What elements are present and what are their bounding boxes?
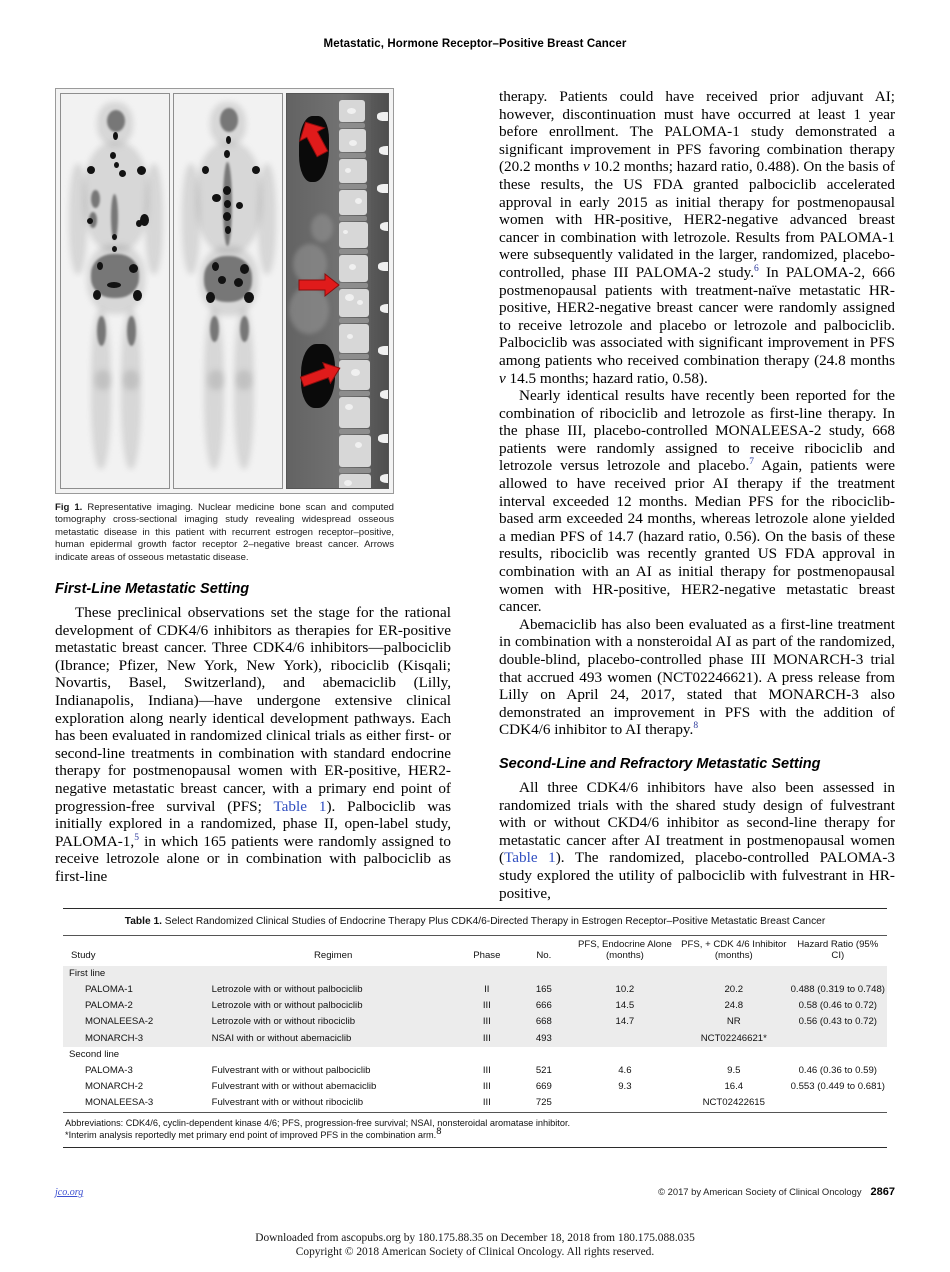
right-paragraph-3 [499,616,895,739]
table-footnote [65,1125,885,1141]
table-row [63,982,887,998]
ct-sagittal-spine-panel [286,93,389,489]
cell-hazard-ratio [789,1031,887,1047]
figure-1 [55,88,394,564]
bone-scan-anterior-panel [60,93,170,489]
versus-italic-1: v [583,158,590,176]
cell-phase: III [457,1031,517,1047]
cell-regimen: Letrozole with or without ribociclib [210,1014,457,1030]
cell-regimen: Fulvestrant with or without ribociclib [210,1095,457,1111]
cell-no: 521 [517,1063,571,1079]
figure-label: Fig 1. [55,502,83,513]
cell-study: PALOMA-3 [63,1063,210,1079]
right-paragraph-1-part-c: In PALOMA-2, 666 postmenopausal patients with treatment-naïve metastatic HR-positive, HER2-negative breast cancer were randomly assigned to receive letrozole and placebo or letrozole and palbociclib. Palbociclib was associated with significant improvement in PFS among patients who received combination therapy (24.8 months [499,263,895,369]
page-footer [55,1186,895,1198]
column-header-phase: Phase [473,950,501,962]
cell-regimen: Fulvestrant with or without palbociclib [210,1063,457,1079]
table-1-title-text: Select Randomized Clinical Studies of Endocrine Therapy Plus CDK4/6-Directed Therapy in Estrogen Receptor–Positive Metastatic Breast Cancer [161,916,826,927]
page-number: 2867 [870,1186,895,1198]
reference-8[interactable]: 8 [693,721,699,732]
cell-pfs-endocrine-alone [571,1095,679,1111]
cell-hazard-ratio: 0.56 (0.43 to 0.72) [789,1014,887,1030]
table-group-row [63,966,887,982]
cell-regimen: Letrozole with or without palbociclib [210,982,457,998]
cell-study: MONARCH-2 [63,1079,210,1095]
cell-phase: III [457,1095,517,1111]
cell-no: 669 [517,1079,571,1095]
right-paragraph-2-part-a: Nearly identical results have recently been reported for the combination of ribociclib and letrozole as first-line therapy. In the phase III, placebo-controlled MONALEESA-2 study, 668 patients were randomly assigned to receive ribociclib and letrozole versus letrozole and placebo. [499,387,895,475]
footnote-reference-8[interactable]: 8 [436,1125,442,1137]
cell-no: 725 [517,1095,571,1111]
column-header-hazard-ratio: Hazard Ratio (95% CI) [797,939,879,962]
left-column [55,88,451,886]
cell-pfs-endocrine-alone: 14.5 [571,998,679,1014]
cell-hazard-ratio: 0.553 (0.449 to 0.681) [789,1079,887,1095]
right-paragraph-1 [499,88,895,387]
cell-study: PALOMA-2 [63,998,210,1014]
cell-hazard-ratio: 0.46 (0.36 to 0.59) [789,1063,887,1079]
cell-study: MONALEESA-3 [63,1095,210,1111]
cell-regimen: NSAI with or without abemaciclib [210,1031,457,1047]
right-paragraph-3-part-a: Abemaciclib has also been evaluated as a first-line treatment in combination with a nonsteroidal AI as part of the randomized, double-blind, placebo-controlled phase III MONARCH-3 trial that accrued 493 women (NCT02246621). A press release from Lilly on April 24, 2017, stated that MONARCH-3 also demonstrated an improvement in PFS with the addition of CDK4/6 inhibitor to AI therapy. [499,615,895,739]
cell-study: MONARCH-3 [63,1031,210,1047]
table-row [63,1063,887,1079]
left-paragraph-1-part-c: in which 165 patients were randomly assigned to receive letrozole alone or in combination with palbociclib as first-line [55,832,451,885]
right-paragraph-1-part-a: therapy. Patients could have received prior adjuvant AI; however, discontinuation must have occurred at least 1 year before enrollment. The PALOMA-1 study demonstrated a significant improvement in PFS favoring combination therapy (20.2 months [499,88,895,176]
cell-pfs-cdk-inhibitor: 20.2 [679,982,789,998]
right-paragraph-2-part-b: Again, patients were allowed to have received prior AI therapy if the treatment interval exceeded 12 months. Median PFS for the ribociclib-based arm exceeded 24 months, whereas letrozole alone yielded a median PFS of 14.7 (hazard ratio, 0.56). On the basis of these results, ribociclib was recently granted US FDA approval in combination with an AI as initial therapy for postmenopausal women with HR-positive, HER2-negative metastatic breast cancer. [499,457,895,616]
reference-5[interactable]: 5 [134,832,139,843]
reference-7[interactable]: 7 [749,457,754,468]
right-paragraph-1-part-d: 14.5 months; hazard ratio, 0.58). [505,369,708,387]
table-row [63,1095,887,1111]
table-bottom-rule [63,1147,887,1148]
table-1-label: Table 1. [124,916,162,927]
jco-org-link[interactable]: jco.org [55,1187,84,1198]
table-1-title [63,909,887,935]
table-1 [63,936,887,1112]
cell-pfs-cdk-inhibitor: NCT02422615 [679,1095,789,1111]
table-row [63,1014,887,1030]
cell-pfs-endocrine-alone [571,1031,679,1047]
table-1-body [63,966,887,1112]
cell-pfs-cdk-inhibitor: NR [679,1014,789,1030]
cell-hazard-ratio: 0.58 (0.46 to 0.72) [789,998,887,1014]
column-header-pfs-cdk-inhibitor: PFS, + CDK 4/6 Inhibitor (months) [681,939,787,962]
right-paragraph-4-part-a: All three CDK4/6 inhibitors have also been assessed in randomized trials with the shared study design of fulvestrant with or without CKD4/6 inhibitor as second-line therapy for metastatic cancer after AI treatment in postmenopausal women ( [499,778,895,867]
column-header-study: Study [71,950,96,962]
right-paragraph-4 [499,779,895,902]
figure-caption [55,502,394,564]
cell-pfs-cdk-inhibitor: NCT02246621* [679,1031,789,1047]
cell-pfs-endocrine-alone: 14.7 [571,1014,679,1030]
table-row [63,1079,887,1095]
table-header-row [63,936,887,966]
download-stamp [0,1232,950,1259]
table-row [63,1031,887,1047]
cell-pfs-cdk-inhibitor: 16.4 [679,1079,789,1095]
footer-right [658,1186,895,1198]
figure-caption-text: Representative imaging. Nuclear medicine bone scan and computed tomography cross-sectional imaging study revealing widespread osseous metastatic disease in this patient with recurrent estrogen receptor–positive, human epidermal growth factor receptor 2–negative breast cancer. Arrows indicate areas of osseous metastatic disease. [55,502,395,563]
arrow-right-icon-1 [297,272,341,298]
cell-pfs-endocrine-alone: 10.2 [571,982,679,998]
cell-hazard-ratio: 0.488 (0.319 to 0.748) [789,982,887,998]
table-abbreviations: Abbreviations: CDK4/6, cyclin-dependent kinase 4/6; PFS, progression-free survival; NSAI, nonsteroidal aromatase inhibitor. [65,1117,571,1128]
versus-italic-2: v [499,369,506,387]
arrow-up-icon [297,118,331,158]
download-line-2: Copyright © 2018 American Society of Clinical Oncology. All rights reserved. [295,1245,655,1258]
cell-regimen: Fulvestrant with or without abemaciclib [210,1079,457,1095]
right-paragraph-2 [499,387,895,616]
bone-scan-posterior-panel [173,93,283,489]
cell-no: 493 [517,1031,571,1047]
column-header-no: No. [536,950,552,962]
table-1-block [63,908,887,1148]
table-1-link-right[interactable]: Table 1 [504,849,556,867]
cell-phase: II [457,982,517,998]
figure-image-frame [55,88,394,494]
running-head: Metastatic, Hormone Receptor–Positive Breast Cancer [323,38,627,50]
table-1-notes [63,1113,887,1147]
right-column [499,88,895,902]
table-row [63,998,887,1014]
table-footnote-text: *Interim analysis reportedly met primary end point of improved PFS in the combination arm. [65,1129,437,1140]
download-line-1: Downloaded from ascopubs.org by 180.175.88.35 on December 18, 2018 from 180.175.088.035 [255,1232,695,1244]
cell-no: 165 [517,982,571,998]
left-paragraph-1-part-a: These preclinical observations set the stage for the rational development of CDK4/6 inhibitors as therapies for ER-positive metastatic breast cancer. Three CDK4/6 inhibitors—palbociclib (Ibrance; Pfizer, New York, New York), ribociclib (Kisqali; Novartis, Basel, Switzerland), and abemaciclib (Lilly, Indianapolis, Indiana)—have undergone extensive clinical exploration along nearly identical development pathways. Each has been evaluated in randomized clinical trials as either first- or second-line treatments in combination with standard endocrine therapy for postmenopausal women with ER-positive, HER2-negative metastatic breast cancer, with a primary end point of progression-free survival (PFS; [55,604,451,815]
left-paragraph-1 [55,604,451,886]
footer-copyright: © 2017 by American Society of Clinical Oncology [658,1186,862,1197]
cell-phase: III [457,1079,517,1095]
cell-pfs-endocrine-alone: 4.6 [571,1063,679,1079]
reference-6[interactable]: 6 [754,263,759,274]
right-paragraph-1-part-b: 10.2 months; hazard ratio, 0.488). On the basis of these results, the US FDA granted palbociclib accelerated approval in early 2015 as initial therapy for postmenopausal women with HR-positive, HER2-negative advanced breast cancer in combination with letrozole. Results from PALOMA-1 were subsequently validated in the larger, randomized, placebo-controlled, phase III PALOMA-2 study. [499,158,895,281]
table-group-label: First line [63,966,887,982]
cell-phase: III [457,998,517,1014]
heading-first-line-metastatic-setting: First-Line Metastatic Setting [55,581,250,598]
right-paragraph-4-part-b: ). The randomized, placebo-controlled PALOMA-3 study explored the utility of palbociclib with fulvestrant in HR-positive, [499,849,895,902]
cell-pfs-cdk-inhibitor: 9.5 [679,1063,789,1079]
cell-no: 668 [517,1014,571,1030]
table-group-label: Second line [63,1047,887,1063]
cell-hazard-ratio [789,1095,887,1111]
table-1-link-left[interactable]: Table 1 [273,797,327,815]
left-paragraph-1-part-b: ). Palbociclib was initially explored in a randomized, phase II, open-label study, PALOMA-1, [55,797,452,850]
heading-second-line-and-refractory-metastatic-setting: Second-Line and Refractory Metastatic Setting [499,755,821,772]
table-group-row [63,1047,887,1063]
column-header-regimen: Regimen [313,950,353,962]
arrow-right-icon-2 [299,360,343,390]
cell-pfs-endocrine-alone: 9.3 [571,1079,679,1095]
column-header-pfs-endocrine-alone: PFS, Endocrine Alone (months) [577,939,672,962]
cell-no: 666 [517,998,571,1014]
cell-regimen: Letrozole with or without palbociclib [210,998,457,1014]
cell-phase: III [457,1063,517,1079]
table-1-head [63,936,887,966]
cell-study: PALOMA-1 [63,982,210,998]
cell-phase: III [457,1014,517,1030]
cell-pfs-cdk-inhibitor: 24.8 [679,998,789,1014]
cell-study: MONALEESA-2 [63,1014,210,1030]
